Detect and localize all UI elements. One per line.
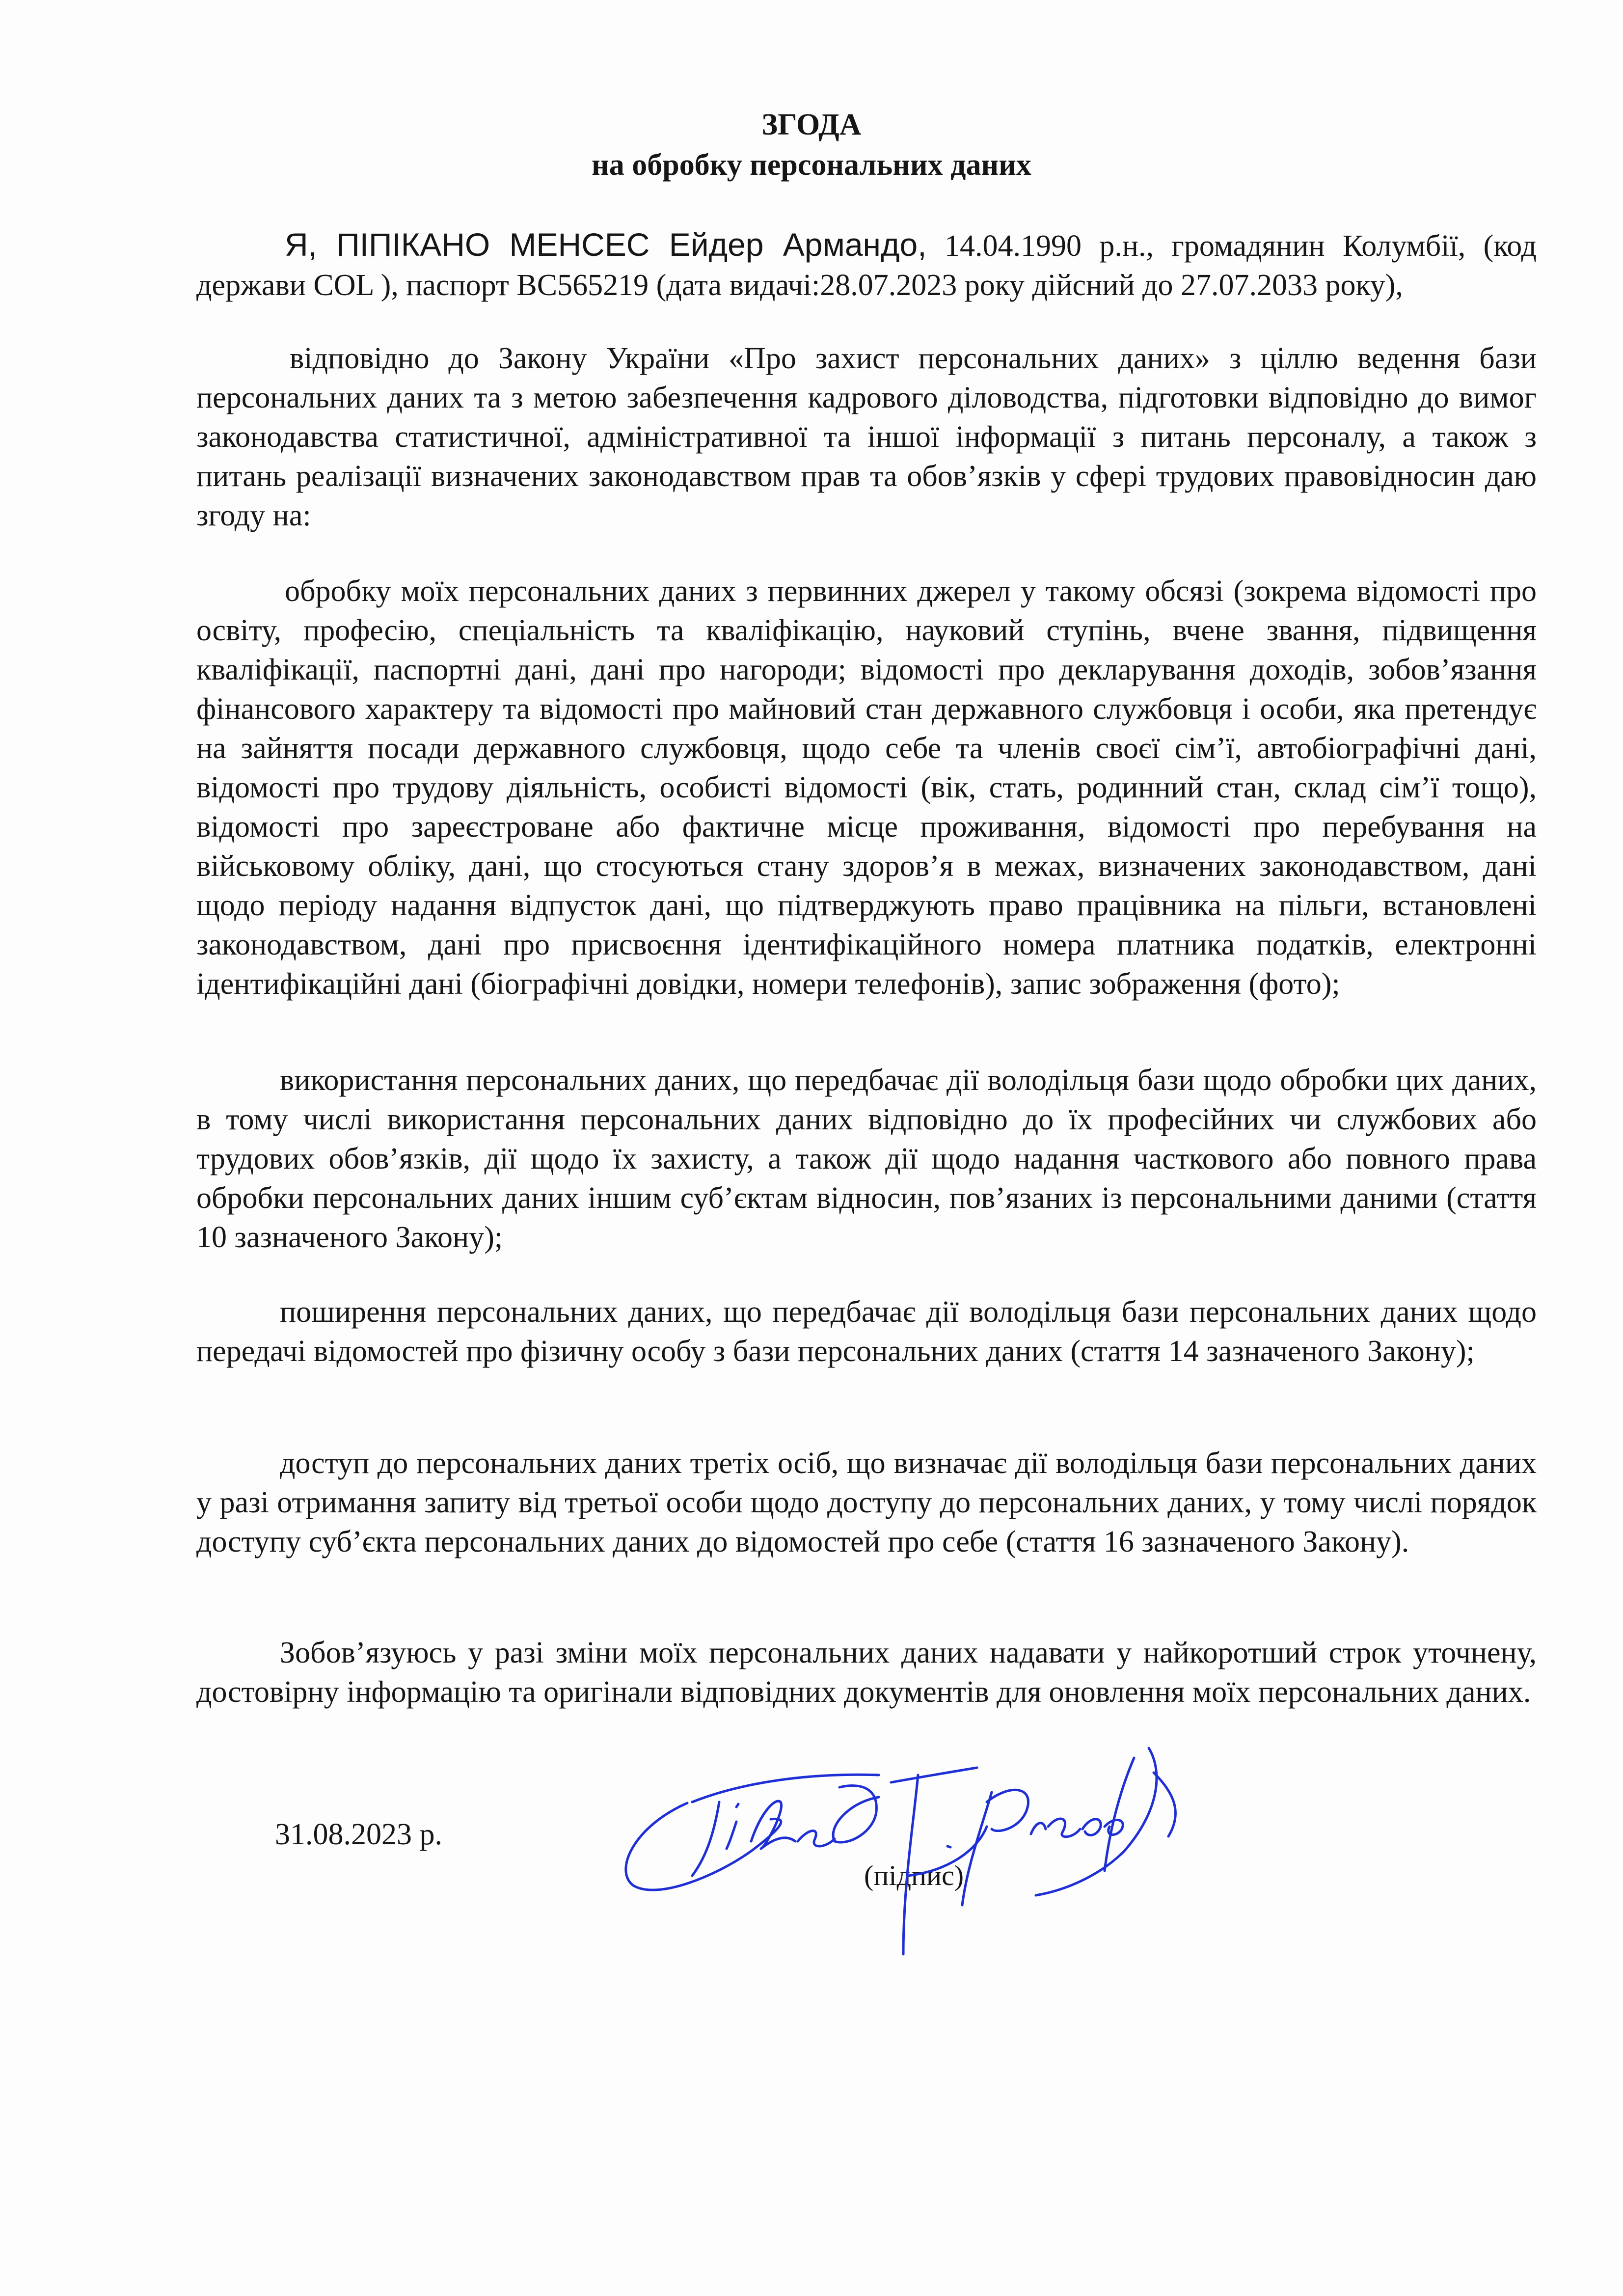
law-paragraph: відповідно до Закону України «Про захист персональних даних» з ціллю ведення бази персональних даних та з метою забезпечення кадрового діловодства, підготовки відповідно до вимог законодавства статистичної, адміністративної та іншої інформації з питань персоналу, а також з питань реалізації визначених законодавством прав та обов’язків у сфері трудових правовідносин даю згоду на:	[196, 342, 1537, 532]
handwritten-signature	[604, 1728, 1222, 1984]
consent-item-processing: обробку моїх персональних даних з первинних джерел у такому обсязі (зокрема відомості про освіту, професію, спеціальність та кваліфікацію, науковий ступінь, вчене звання, підвищення кваліфікації, паспортні дані, дані про нагороди; відомості про декларування доходів, зобов’язання фінансового характеру та відомості про майновий стан державного службовця і особи, яка претендує на зайняття посади державного службовця, щодо себе та членів своєї сім’ї, автобіографічні дані, відомості про трудову діяльність, особисті відомості (вік, стать, родинний стан, склад сім’ї тощо), відомості про зареєстроване або фактичне місце проживання, відомості про перебування на військовому обліку, дані, що стосуються стану здоров’я в межах, визначених законодавством, дані щодо періоду надання відпусток дані, що підтверджують право працівника на пільги, встановлені законодавством, дані про присвоєння ідентифікаційного номера платника податків, електронні ідентифікаційні дані (біографічні довідки, номери телефонів), запис зображення (фото);	[196, 574, 1537, 1001]
document-title: ЗГОДА	[761, 108, 862, 141]
person-name: Я, ПІПІКАНО МЕНСЕС Ейдер Армандо,	[285, 226, 927, 263]
intro-paragraph	[196, 225, 1537, 305]
consent-item-distribution: поширення персональних даних, що передбачає дії володільця бази персональних даних щодо передачі відомостей про фізичну особу з бази персональних даних (стаття 14 зазначеного Закону);	[196, 1295, 1537, 1368]
obligation-paragraph: Зобов’язуюсь у разі зміни моїх персональних даних надавати у найкоротший строк уточнену, достовірну інформацію та оригінали відповідних документів для оновлення моїх персональних даних.	[196, 1636, 1537, 1709]
document-date: 31.08.2023 р.	[275, 1818, 442, 1851]
signature-label: (підпис)	[864, 1859, 964, 1891]
person-details: 14.04.1990 р.н., громадянин Колумбії, (код держави COL ), паспорт ВС565219 (дата видачі:28.07.2023 року дійсний до 27.07.2033 року),	[196, 229, 1537, 302]
document-subtitle: на обробку персональних даних	[592, 148, 1031, 182]
consent-item-usage: використання персональних даних, що передбачає дії володільця бази щодо обробки цих даних, в тому числі використання персональних даних відповідно до їх професійних чи службових або трудових обов’язків, дії щодо їх захисту, а також дії щодо надання часткового або повного права обробки персональних даних іншим суб’єктам відносин, пов’язаних із персональними даними (стаття 10 зазначеного Закону);	[196, 1064, 1537, 1254]
consent-item-third-party-access: доступ до персональних даних третіх осіб, що визначає дії володільця бази персональних даних у разі отримання запиту від третьої особи щодо доступу до персональних даних, у тому числі порядок доступу суб’єкта персональних даних до відомостей про себе (стаття 16 зазначеного Закону).	[196, 1447, 1537, 1558]
